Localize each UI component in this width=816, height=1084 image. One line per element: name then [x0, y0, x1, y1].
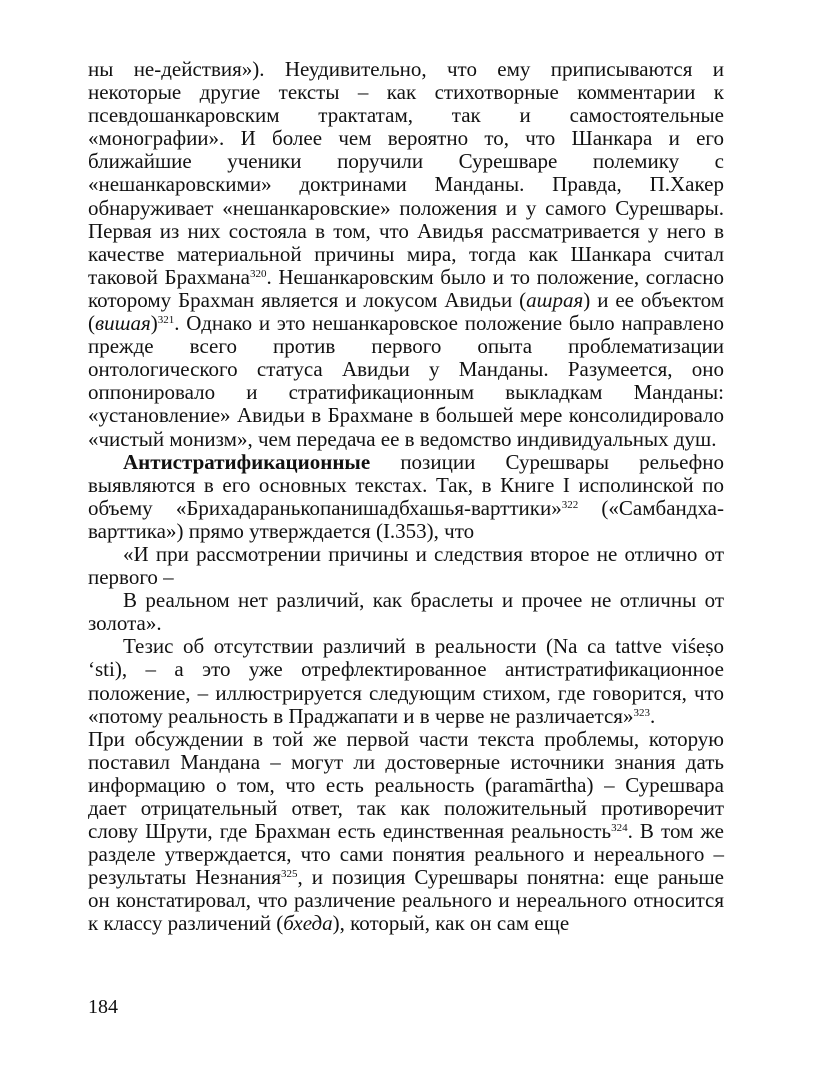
footnote-ref-323[interactable]: 323 — [633, 706, 650, 719]
term-vishaya: вишая — [95, 311, 151, 336]
text-run: , и позиция Сурешвары понятна: еще раньше он констатировал, что различение реального и нереального относится к классу различений ( — [88, 865, 724, 936]
text-run: ), который, как он сам еще — [332, 911, 570, 936]
bold-term: Антистратификационные — [123, 449, 371, 474]
text-run: . — [649, 703, 656, 728]
paragraph-1 — [88, 58, 724, 451]
text-run: Тезис об отсутствии различий в реальности (Na ca tattve viśeṣo ‘sti), – а это уже отрефлектированное антистратификационное положение, – иллюстрируется следующим стихом, где говорится, что «потому реальность в Праджапати и в черве не различается» — [88, 634, 724, 728]
quote-line-1: «И при рассмотрении причины и следствия второе не отлично от первого – — [88, 541, 724, 590]
footnote-ref-322[interactable]: 322 — [561, 498, 579, 511]
text-run: . В том же разделе утверждается, что сами понятия реального и нереального – результаты Незнания — [88, 819, 724, 890]
footnote-ref-325[interactable]: 325 — [280, 868, 298, 881]
text-run: При обсуждении в той же первой части текста проблемы, которую поставил Мандана – могут ли достоверные источники знания дать информацию о том, что есть реальность (paramārtha) – Сурешвара дает отрицательный ответ, так как положительный противоречит слову Шрути, где Брахман есть единственная реальность — [88, 726, 724, 844]
footnote-ref-324[interactable]: 324 — [611, 822, 628, 835]
paragraph-3 — [88, 635, 724, 727]
text-run: ) и ее объектом ( — [88, 287, 724, 336]
text-run: позиции Сурешвары рельефно выявляются в его основных текстах. Так, в Книге I исполинской по объему «Брихадаранькопанишадбхашья-варттики» — [88, 449, 724, 520]
text-run: ны не-действия»). Неудивительно, что ему приписываются и некоторые другие тексты – как стихотворные комментарии к псевдошанкаровским трактатам, так и самостоятельные «монографии». И более чем вероятно то, что Шанкара и его ближайшие ученики поручили Сурешваре полемику с «нешанкаровскими» доктринами Манданы. Правда, П.Хакер обнаруживает «нешанкаровские» положения и у самого Сурешвары. Первая из них состояла в том, что Авидья рассматривается у него в качестве материальной причины мира, тогда как Шанкара считал таковой Брахмана — [88, 57, 724, 289]
paragraph-2 — [88, 451, 724, 543]
text-run: . Однако и это нешанкаровское положение было направлено прежде всего против первого опыта проблематизации онтологического статуса Авидьи у Манданы. Разумеется, оно оппонировало и стратификационным выкладкам Манданы: «установление» Авидьи в Брахмане в большей мере консолидировало «чистый монизм», чем передача ее в ведомство индивидуальных душ. — [88, 311, 724, 451]
page-number: 184 — [88, 996, 118, 1018]
text-run: ) — [150, 311, 158, 336]
footnote-ref-321[interactable]: 321 — [157, 314, 175, 327]
quote-line-2: В реальном нет различий, как браслеты и прочее не отличны от золота». — [88, 588, 724, 636]
term-bheda: бхеда — [283, 911, 333, 936]
body-text — [88, 58, 724, 936]
paragraph-4 — [88, 728, 724, 936]
footnote-ref-320[interactable]: 320 — [249, 267, 267, 280]
text-run: . Нешанкаровским было и то положение, согласно которому Брахман является и локусом Авидьи ( — [88, 264, 724, 312]
text-run: («Самбандха-варттика») прямо утверждается (I.353), что — [88, 495, 724, 543]
term-ashraya: ашрая — [526, 287, 584, 312]
